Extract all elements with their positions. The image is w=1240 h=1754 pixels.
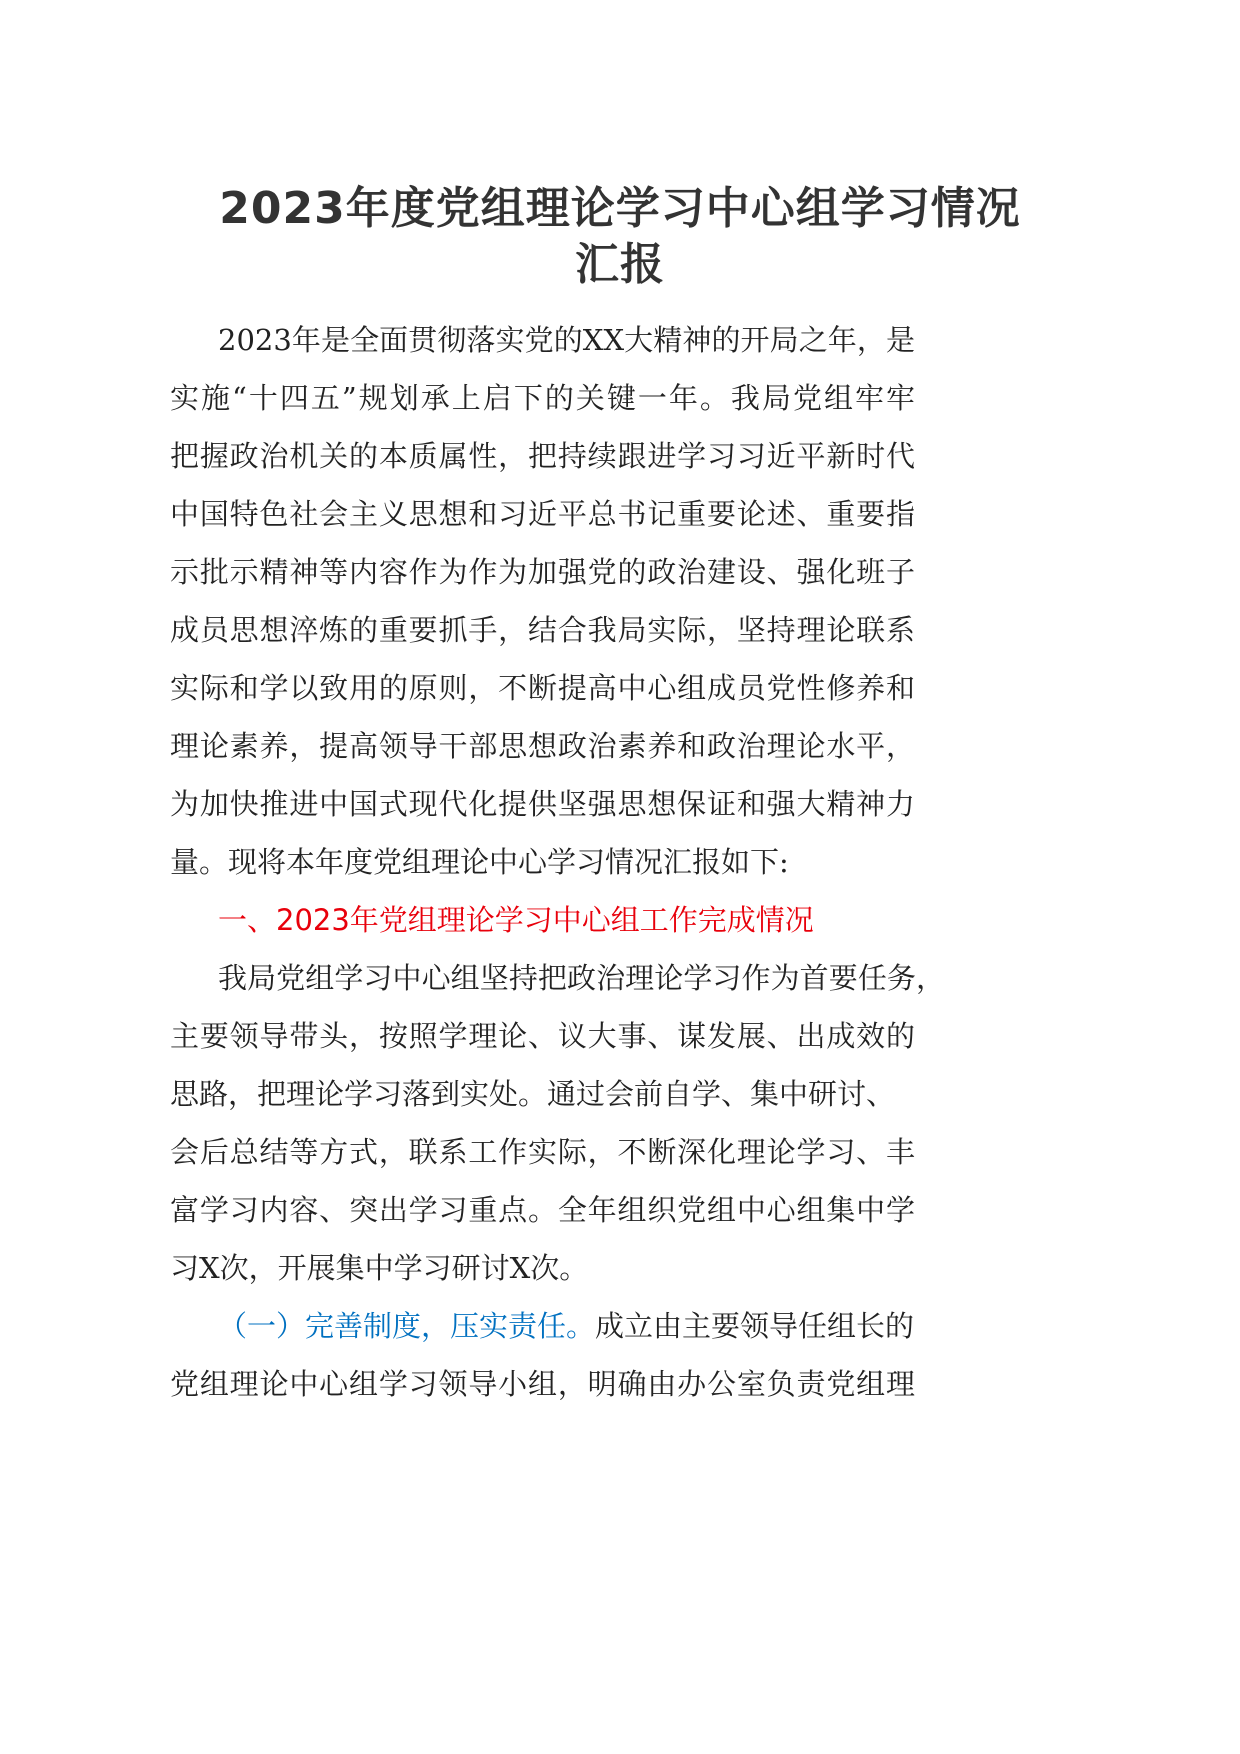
paragraph-line: 思路，把理论学习落到实处。通过会前自学、集中研讨、 [170, 1077, 896, 1111]
paragraph-line: 量。现将本年度党组理论中心学习情况汇报如下: [170, 845, 789, 879]
document-title-line1: 2023年度党组理论学习中心组学习情况 [219, 183, 1021, 234]
paragraph-line: 2023年是全面贯彻落实党的XX大精神的开局之年，是 [218, 323, 915, 357]
paragraph-line: 富学习内容、突出学习重点。全年组织党组中心组集中学 [170, 1193, 915, 1227]
paragraph-line: 把握政治机关的本质属性，把持续跟进学习习近平新时代 [170, 439, 915, 473]
section-heading: 一、2023年党组理论学习中心组工作完成情况 [218, 903, 814, 937]
paragraph-line: 主要领导带头，按照学理论、议大事、谋发展、出成效的 [170, 1019, 915, 1053]
paragraph-line [218, 1306, 915, 1346]
paragraph-line: 理论素养，提高领导干部思想政治素养和政治理论水平， [170, 729, 915, 763]
paragraph-line: 中国特色社会主义思想和习近平总书记重要论述、重要指 [170, 497, 915, 531]
paragraph-line: 实施“十四五”规划承上启下的关键一年。我局党组牢牢 [170, 381, 915, 415]
subheading: （一）完善制度，压实责任。 [218, 1309, 596, 1343]
paragraph-line: 我局党组学习中心组坚持把政治理论学习作为首要任务， [218, 961, 945, 995]
paragraph-line: 实际和学以致用的原则，不断提高中心组成员党性修养和 [170, 671, 915, 705]
paragraph-line: 会后总结等方式，联系工作实际，不断深化理论学习、丰 [170, 1135, 915, 1169]
subheading-continuation: 成立由主要领导任组长的 [595, 1309, 915, 1343]
paragraph-line: 党组理论中心组学习领导小组，明确由办公室负责党组理 [170, 1367, 915, 1401]
paragraph-line: 为加快推进中国式现代化提供坚强思想保证和强大精神力 [170, 787, 915, 821]
paragraph-line: 示批示精神等内容作为作为加强党的政治建设、强化班子 [170, 555, 915, 589]
paragraph-line: 成员思想淬炼的重要抓手，结合我局实际，坚持理论联系 [170, 613, 915, 647]
document-title-line2: 汇报 [575, 239, 665, 290]
paragraph-line: 习X次，开展集中学习研讨X次。 [170, 1251, 589, 1285]
